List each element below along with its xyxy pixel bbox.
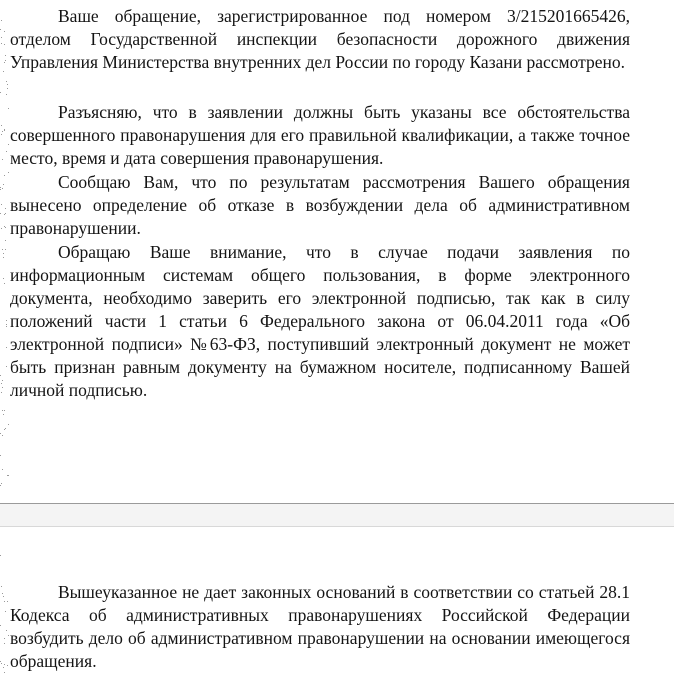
scan-speck bbox=[5, 249, 6, 250]
scan-speck bbox=[6, 151, 7, 152]
scan-speck bbox=[5, 611, 6, 612]
scan-speck bbox=[3, 596, 4, 597]
scan-speck bbox=[7, 84, 8, 85]
scan-speck bbox=[5, 208, 6, 209]
scan-speck bbox=[6, 320, 7, 321]
scan-speck bbox=[6, 94, 7, 95]
scan-speck bbox=[0, 29, 1, 30]
scan-speck bbox=[5, 55, 6, 56]
paragraph-conclusion: Вышеуказанное не дает законных оснований в соответствии со статьей 28.1 Кодекса об административных правонарушениях Российской Федерации возбудить дело об административном правонарушении на основании имеющегося обращения. bbox=[10, 582, 630, 671]
scan-speck bbox=[1, 37, 2, 38]
paragraph-explanation: Разъясняю, что в заявлении должны быть указаны все обстоятельства совершенного правонарушения для его правильной квалификации, а также точное место, время и дата совершения правонарушения. bbox=[10, 102, 630, 168]
scan-speck bbox=[1, 228, 2, 229]
scan-speck bbox=[1, 392, 2, 393]
scan-speck bbox=[4, 44, 5, 45]
scan-speck bbox=[4, 410, 5, 411]
scan-speck bbox=[0, 213, 1, 214]
scan-speck bbox=[1, 483, 2, 484]
scan-speck bbox=[2, 387, 3, 388]
scan-speck bbox=[5, 227, 6, 228]
scan-speck bbox=[6, 630, 7, 631]
scan-speck bbox=[7, 665, 8, 666]
scan-speck bbox=[5, 60, 6, 61]
scan-speck bbox=[5, 240, 6, 241]
scan-speck bbox=[3, 257, 4, 258]
scan-speck bbox=[0, 92, 1, 93]
document-page-2 bbox=[0, 527, 674, 687]
scan-speck bbox=[2, 159, 3, 160]
scan-speck bbox=[0, 375, 1, 376]
scan-speck bbox=[3, 667, 4, 668]
scan-speck bbox=[0, 661, 1, 662]
scan-speck bbox=[2, 380, 3, 381]
scan-speck bbox=[6, 326, 7, 327]
scan-speck bbox=[8, 475, 9, 476]
scan-speck bbox=[0, 433, 1, 434]
scan-speck bbox=[0, 455, 1, 456]
scan-speck bbox=[0, 485, 1, 486]
scan-speck bbox=[7, 475, 8, 476]
scan-speck bbox=[6, 347, 7, 348]
scan-speck bbox=[8, 144, 9, 145]
scan-speck bbox=[2, 188, 3, 189]
scan-speck bbox=[7, 88, 8, 89]
scan-speck bbox=[8, 424, 9, 425]
scan-speck bbox=[8, 172, 9, 173]
scan-speck bbox=[6, 366, 7, 367]
paragraph-electronic-signature: Обращаю Ваше внимание, что в случае подачи заявления по информационным системам общего пользования, в форме электронного документа, необходимо заверить его электронной подписью, так как в силу положений части 1 статьи 6 Федерального закона от 06.04.2011 года «Об электронной подписи» №63-ФЗ, поступивший электронный документ не может быть признан равным документу на бумажном носителе, подписанному Вашей личной подписью. bbox=[10, 242, 630, 400]
scan-speck bbox=[2, 435, 3, 436]
scan-speck bbox=[0, 187, 1, 188]
scan-speck bbox=[1, 586, 2, 587]
scan-speck bbox=[7, 601, 8, 602]
scan-speck bbox=[2, 249, 3, 250]
scan-speck bbox=[8, 108, 9, 109]
scan-speck bbox=[1, 20, 2, 21]
page-break bbox=[0, 503, 674, 527]
scan-speck bbox=[4, 62, 5, 63]
scan-speck bbox=[2, 593, 3, 594]
scan-speck bbox=[3, 414, 4, 415]
scan-speck bbox=[3, 71, 4, 72]
scan-speck bbox=[0, 555, 1, 556]
scan-speck bbox=[1, 383, 2, 384]
scan-speck bbox=[1, 134, 2, 135]
scan-speck bbox=[1, 204, 2, 205]
scan-speck bbox=[4, 601, 5, 602]
scan-speck bbox=[3, 278, 4, 279]
scan-speck bbox=[8, 635, 9, 636]
scan-speck bbox=[5, 213, 6, 214]
scan-speck bbox=[2, 410, 3, 411]
scan-speck bbox=[2, 469, 3, 470]
scan-speck bbox=[5, 428, 6, 429]
scan-speck bbox=[4, 214, 5, 215]
scan-speck bbox=[1, 43, 2, 44]
scan-speck bbox=[0, 625, 1, 626]
scan-speck bbox=[1, 125, 2, 126]
scan-speck bbox=[4, 283, 5, 284]
scan-speck bbox=[4, 672, 5, 673]
scan-speck bbox=[4, 31, 5, 32]
scan-speck bbox=[3, 184, 4, 185]
scan-speck bbox=[4, 429, 5, 430]
scan-speck bbox=[6, 324, 7, 325]
paragraph-appeal-status: Ваше обращение, зарегистрированное под номером 3/215201665426, отделом Государственной инспекции безопасности дорожного движения Управления Министерства внутренних дел России по городу Казани рассмотрено. bbox=[10, 6, 630, 72]
scan-speck bbox=[4, 643, 5, 644]
scan-speck bbox=[4, 130, 5, 131]
scan-speck bbox=[4, 638, 5, 639]
scan-speck bbox=[0, 189, 1, 190]
scan-speck bbox=[1, 663, 2, 664]
scan-speck bbox=[2, 131, 3, 132]
scan-speck bbox=[3, 253, 4, 254]
scan-speck bbox=[4, 664, 5, 665]
scan-speck bbox=[4, 175, 5, 176]
scan-speck bbox=[6, 81, 7, 82]
paragraph-decision: Сообщаю Вам, что по результатам рассмотрения Вашего обращения вынесено определение об отказе в возбуждении дела об административном правонарушении. bbox=[10, 172, 630, 238]
